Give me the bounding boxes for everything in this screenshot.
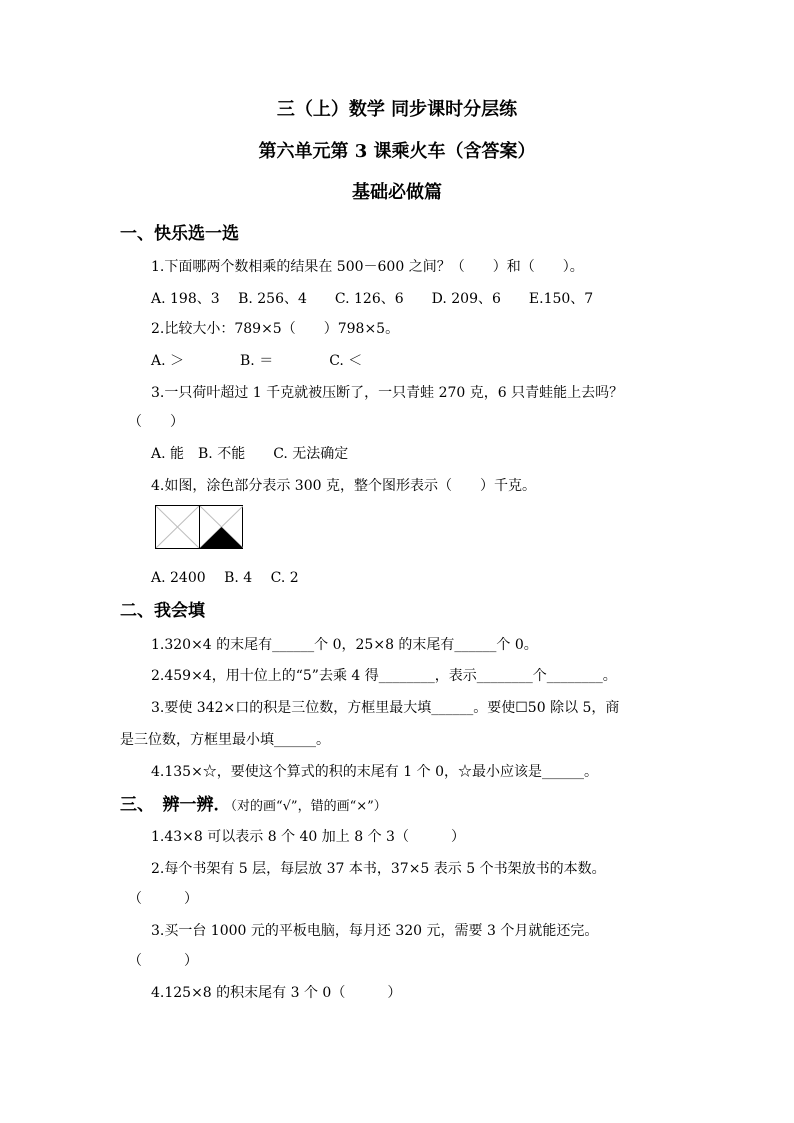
s3-question-1: 1.43×8 可以表示 8 个 40 加上 8 个 3（ ） (151, 829, 465, 845)
section-3-title: 三、 辨一辨． (120, 795, 231, 815)
page-title: 三（上）数学 同步课时分层练 (276, 99, 518, 120)
figure-right-square (200, 506, 243, 548)
section-1-heading: 一、快乐选一选 (120, 224, 239, 244)
s1-question-3: 3.一只荷叶超过 1 千克就被压断了，一只青蛙 270 克，6 只青蛙能上去吗？ (151, 385, 624, 401)
section-3-note: （对的画“√”，错的画“×”） (230, 799, 387, 814)
s3-question-2-blank: （ ） (128, 891, 198, 907)
section-2-heading: 二、我会填 (120, 601, 205, 621)
figure-left-diagonals (156, 506, 199, 548)
level-title: 基础必做篇 (352, 182, 442, 203)
weight-figure (155, 505, 243, 549)
s2-question-3-line-1: 3.要使 342×口的积是三位数，方框里最大填______。要使☐50 除以 5，商 (151, 700, 620, 716)
s3-question-2: 2.每个书架有 5 层，每层放 37 本书，37×5 表示 5 个书架放书的本数。 (151, 861, 606, 877)
s1-question-3-blank: （ ） (128, 414, 184, 430)
s3-question-3-blank: （ ） (128, 953, 198, 969)
s1-question-1-options: A. 198、3 B. 256、4 C. 126、6 D. 209、6 E.150、7 (151, 291, 594, 307)
s3-question-3: 3.买一台 1000 元的平板电脑，每月还 320 元，需要 3 个月就能还完。 (151, 923, 599, 939)
s2-question-1: 1.320×4 的末尾有______个 0，25×8 的末尾有______个 0。 (151, 637, 538, 653)
page-subtitle: 第六单元第 3 课乘火车（含答案） (258, 141, 536, 162)
s2-question-4: 4.135×☆，要使这个算式的积的末尾有 1 个 0，☆最小应该是______。 (151, 764, 598, 780)
s1-question-4: 4.如图，涂色部分表示 300 克，整个图形表示（ ）千克。 (151, 478, 536, 494)
s1-question-1: 1.下面哪两个数相乘的结果在 500－600 之间？（ ）和（ ）。 (151, 259, 584, 275)
figure-left-square (156, 506, 200, 548)
s1-question-2-options: A. ＞ B. ＝ C. ＜ (151, 353, 363, 369)
shaded-triangle (200, 527, 243, 548)
s1-question-2: 2.比较大小：789×5（ ）798×5。 (151, 321, 400, 337)
figure-right-diagonals (200, 506, 243, 548)
s1-question-4-options: A. 2400 B. 4 C. 2 (151, 570, 299, 586)
section-3-heading (120, 795, 387, 817)
s2-question-3-line-2: 是三位数，方框里最小填______。 (120, 732, 330, 748)
s2-question-2: 2.459×4，用十位上的“5”去乘 4 得________，表示________个________。 (151, 668, 617, 684)
s3-question-4: 4.125×8 的积末尾有 3 个 0（ ） (151, 985, 402, 1001)
s1-question-3-options: A. 能 B. 不能 C. 无法确定 (151, 446, 349, 462)
